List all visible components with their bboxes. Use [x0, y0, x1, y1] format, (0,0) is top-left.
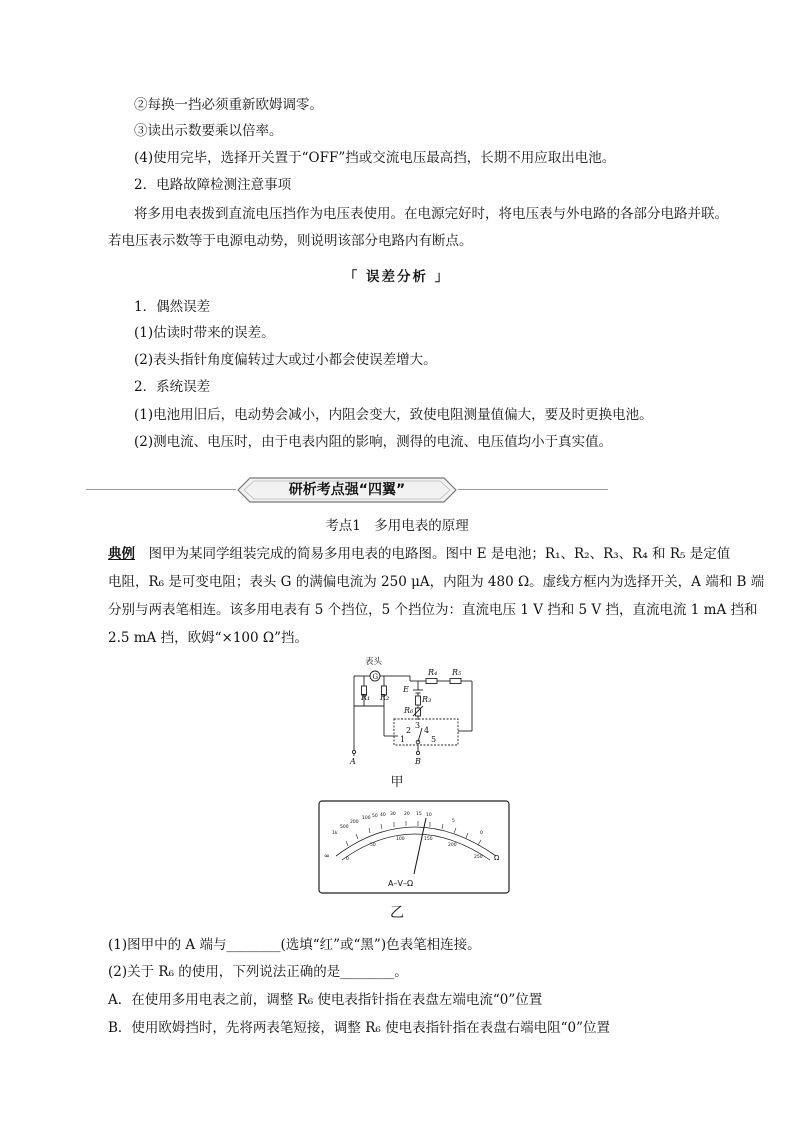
text-line: (4)使用完毕，选择开关置于“OFF”挡或交流电压最高挡，长期不用应取出电池。 — [134, 150, 616, 166]
banner-box — [236, 476, 458, 504]
circuit-n3: 3 — [415, 721, 421, 730]
circuit-r1: R₁ — [361, 693, 371, 702]
meter-lower-label: 100 — [396, 837, 405, 842]
banner — [86, 476, 608, 504]
example-line-1 — [108, 545, 730, 563]
meter-tick-label: 0 — [480, 831, 483, 836]
figure-caption-yi: 乙 — [390, 905, 404, 921]
question-line: (1)图甲中的 A 端与________(选填“红”或“黑”)色表笔相连接。 — [108, 937, 481, 953]
text-line: ③读出示数要乘以倍率。 — [134, 123, 283, 139]
circuit-n5: 5 — [431, 735, 437, 744]
meter-tick-label: 100 — [362, 816, 371, 821]
text-line: ②每换一挡必须重新欧姆调零。 — [134, 97, 323, 113]
text-line: 1．偶然误差 — [134, 299, 211, 315]
circuit-n1: 1 — [400, 735, 406, 744]
text-line: 2．系统误差 — [134, 379, 211, 395]
banner-rule — [86, 489, 236, 490]
banner-title: 研析考点强“四翼” — [288, 482, 406, 498]
example-text: 图甲为某同学组装完成的简易多用电表的电路图。图中 E 是电池；R₁、R₂、R₃、R₄ 和 R₅ 是定值 — [135, 546, 731, 562]
meter-tick-label: 1k — [332, 831, 338, 836]
circuit-r2: R₂ — [380, 693, 390, 702]
figure-caption-jia: 甲 — [390, 775, 404, 790]
text-line: 若电压表示数等于电源电动势，则说明该部分电路内有断点。 — [108, 233, 473, 249]
example-label: 典例 — [108, 546, 135, 562]
meter-face — [318, 800, 510, 894]
meter-tick-label: 30 — [390, 812, 396, 817]
circuit-e: E — [403, 685, 409, 694]
meter-tick-label: 50 — [372, 814, 378, 819]
meter-tick-label: 15 — [416, 812, 422, 817]
meter-label: A–V–Ω — [388, 879, 414, 888]
circuit-a: A — [350, 757, 356, 766]
option-line: B．使用欧姆挡时，先将两表笔短接，调整 R₆ 使电表指针指在表盘右端电阻“0”位置 — [108, 1020, 610, 1036]
question-line: (2)关于 R₆ 的使用，下列说法正确的是________。 — [108, 964, 408, 980]
circuit-r6: R₆ — [404, 706, 414, 715]
meter-tick-label: 40 — [380, 813, 386, 818]
text-line: 将多用电表拨到直流电压挡作为电压表使用。在电源完好时，将电压表与外电路的各部分电路并联。 — [134, 206, 728, 222]
meter-tick-label: 10 — [426, 813, 432, 818]
meter-ohm-symbol: Ω — [494, 854, 500, 862]
circuit-diagram — [340, 656, 480, 778]
example-line-3: 分别与两表笔相连。该多用电表有 5 个挡位，5 个挡位为：直流电压 1 V 挡和 5 V 挡，直流电流 1 mA 挡和 — [108, 602, 758, 618]
example-line-2: 电阻，R₆ 是可变电阻；表头 G 的满偏电流为 250 μA，内阻为 480 Ω。虚线方框内为选择开关，A 端和 B 端 — [108, 574, 765, 590]
circuit-r4: R₄ — [428, 668, 438, 677]
meter-lower-label: 0 — [346, 857, 349, 862]
section-title: 考点1 多用电表的原理 — [325, 518, 469, 534]
circuit-g: G — [372, 673, 379, 681]
meter-tick-label: 20 — [404, 812, 410, 817]
text-line: (2)测电流、电压时，由于电表内阻的影响，测得的电流、电压值均小于真实值。 — [134, 434, 613, 450]
circuit-head-label: 表头 — [365, 657, 383, 667]
circuit-n2: 2 — [406, 726, 412, 735]
example-line-4: 2.5 mA 挡，欧姆“×100 Ω”挡。 — [108, 630, 308, 646]
meter-tick-label: 500 — [340, 825, 349, 830]
circuit-r3: R₃ — [422, 695, 432, 704]
meter-lower-label: 250 — [474, 855, 483, 860]
resistor-r3 — [416, 696, 421, 705]
meter-lower-label: 200 — [448, 843, 457, 848]
banner-rule — [458, 489, 608, 490]
section-heading-error: 「 误差分析 」 — [343, 269, 451, 285]
meter-tick-label: 5 — [452, 819, 455, 824]
text-line: (1)电池用旧后，电动势会减小，内阻会变大，致使电阻测量值偏大，要及时更换电池。 — [134, 407, 653, 423]
circuit-n4: 4 — [424, 726, 430, 735]
resistor-r5 — [450, 679, 461, 684]
text-line: 2．电路故障检测注意事项 — [134, 177, 292, 193]
meter-lower-label: 150 — [424, 837, 433, 842]
option-line: A．在使用多用电表之前，调整 R₆ 使电表指针指在表盘左端电流“0”位置 — [108, 992, 543, 1008]
resistor-r4 — [426, 679, 437, 684]
meter-tick-label: 200 — [350, 820, 359, 825]
text-line: (1)估读时带来的误差。 — [134, 325, 275, 341]
text-line: (2)表头指针角度偏转过大或过小都会使误差增大。 — [134, 352, 437, 368]
circuit-b: B — [415, 757, 421, 766]
circuit-r5: R₅ — [452, 668, 462, 677]
meter-left-mark: ∞ — [324, 852, 330, 860]
meter-lower-label: 50 — [370, 843, 376, 848]
